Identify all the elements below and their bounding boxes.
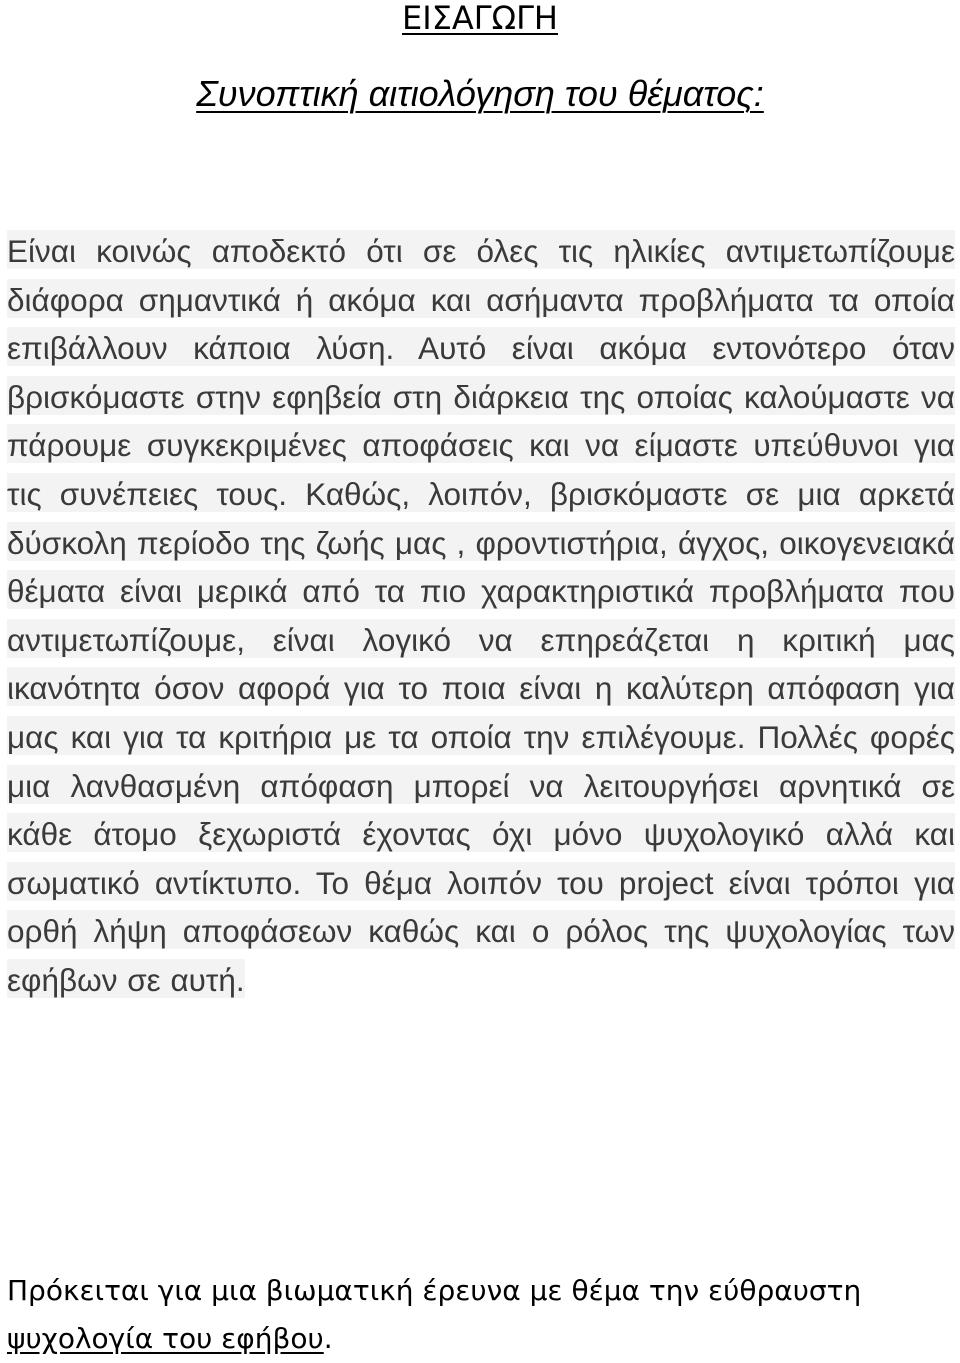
research-note-text: Πρόκειται για μια βιωματική έρευνα με θέμα την εύθραυστη <box>7 1274 862 1307</box>
research-note-period: . <box>323 1322 333 1355</box>
research-note-underlined: ψυχολογία του εφήβου <box>7 1322 324 1355</box>
body-paragraph-text: Είναι κοινώς αποδεκτό ότι σε όλες τις ηλικίες αντιμετωπίζουμε διάφορα σημαντικά ή ακόμα και ασήμαντα προβλήματα τα οποία επιβάλλουν κάποια λύση. Αυτό είναι ακόμα εντονότερο όταν βρισκόμαστε στην εφηβεία στη διάρκεια της οποίας καλούμαστε να πάρουμε συγκεκριμένες αποφάσεις και να είμαστε υπεύθυνοι για τις συνέπειες τους. Καθώς, λοιπόν, βρισκόμαστε σε μια αρκετά δύσκολη περίοδο της ζωής μας , φροντιστήρια, άγχος, οικογενειακά θέματα είναι μερικά από τα πιο χαρακτηριστικά προβλήματα που αντιμετωπίζουμε, είναι λογικό να επηρεάζεται η κριτική μας ικανότητα όσον αφορά για το ποια είναι η καλύτερη απόφαση για μας και για τα κριτήρια με τα οποία την επιλέγουμε. Πολλές φορές μια λανθασμένη απόφαση μπορεί να λειτουργήσει αρνητικά σε κάθε άτομο ξεχωριστά έχοντας όχι μόνο ψυχολογικό αλλά και σωματικό αντίκτυπο. Το θέμα λοιπόν του project είναι τρόποι για ορθή λήψη αποφάσεων καθώς και ο ρόλος της ψυχολογίας των εφήβων σε αυτή. <box>7 233 955 998</box>
section-subtitle: Συνοπτική αιτιολόγηση του θέματος: <box>196 73 764 114</box>
body-paragraph <box>7 227 955 1005</box>
page-title: ΕΙΣΑΓΩΓΗ <box>402 0 558 37</box>
research-note <box>7 1267 955 1363</box>
